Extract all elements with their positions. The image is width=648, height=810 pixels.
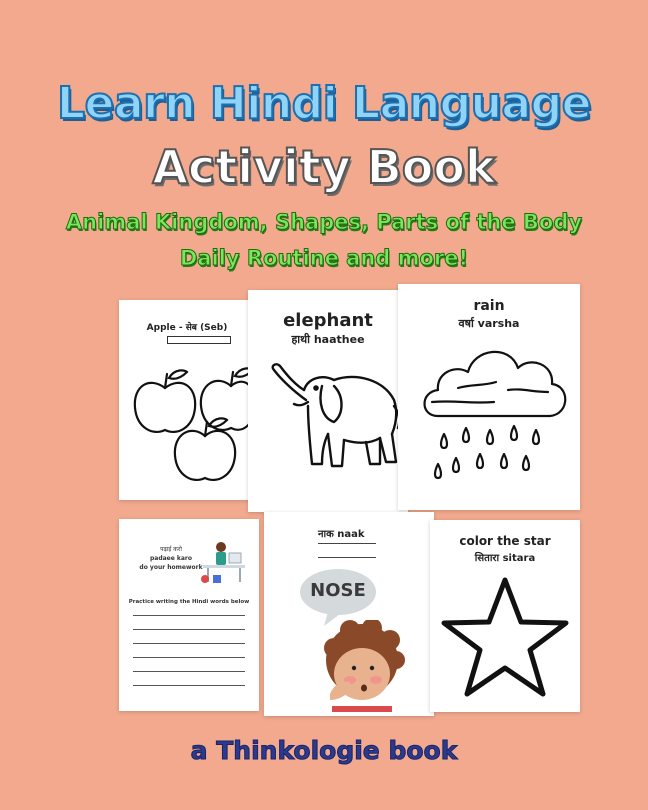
preview-page-nose [264, 512, 434, 716]
publisher-tagline: a Thinkologie book [190, 736, 458, 765]
writing-line [133, 657, 245, 658]
nose-write-line [318, 557, 376, 558]
preview-page-star [430, 520, 580, 712]
writing-line [133, 629, 245, 630]
writing-line [133, 671, 245, 672]
preview-page-rain [398, 284, 580, 510]
elephant-illustration [248, 356, 408, 496]
apple-write-box [167, 336, 231, 344]
preview-page-apple [119, 300, 255, 500]
apple-illustration [119, 350, 255, 500]
rain-word: rain [473, 298, 505, 314]
nose-write-line [318, 543, 376, 544]
star-title: color the star [459, 534, 551, 548]
homework-hindi: पढ़ाई करो [160, 546, 182, 553]
homework-translit: padaee karo [149, 555, 193, 562]
star-hindi: सितारा sitara [474, 553, 536, 564]
cover-tagline-2: Daily Routine and more! [179, 246, 469, 270]
cover-tagline-1: Animal Kingdom, Shapes, Parts of the Body [65, 210, 583, 234]
preview-page-homework [119, 519, 259, 711]
nose-hindi: नाक naak [318, 529, 365, 540]
elephant-word: elephant [283, 310, 373, 331]
cover-subtitle-activity-book: Activity Book [152, 140, 496, 194]
rain-cloud-illustration [398, 330, 580, 510]
rain-hindi: वर्षा varsha [458, 317, 520, 330]
boy-face-illustration [310, 620, 410, 712]
nose-bubble-text: NOSE [310, 580, 366, 601]
writing-line [133, 643, 245, 644]
apple-label: Apple - सेब (Seb) [146, 323, 228, 333]
homework-instruction: Practice writing the Hindi words below [128, 599, 250, 605]
elephant-hindi: हाथी haathee [291, 333, 365, 346]
writing-line [133, 615, 245, 616]
star-outline-illustration [430, 568, 580, 708]
preview-page-elephant [248, 290, 408, 512]
cover-title: Learn Hindi Language [57, 78, 591, 129]
student-desk-illustration [199, 539, 249, 585]
writing-line [133, 685, 245, 686]
homework-english: do your homework [139, 564, 203, 571]
